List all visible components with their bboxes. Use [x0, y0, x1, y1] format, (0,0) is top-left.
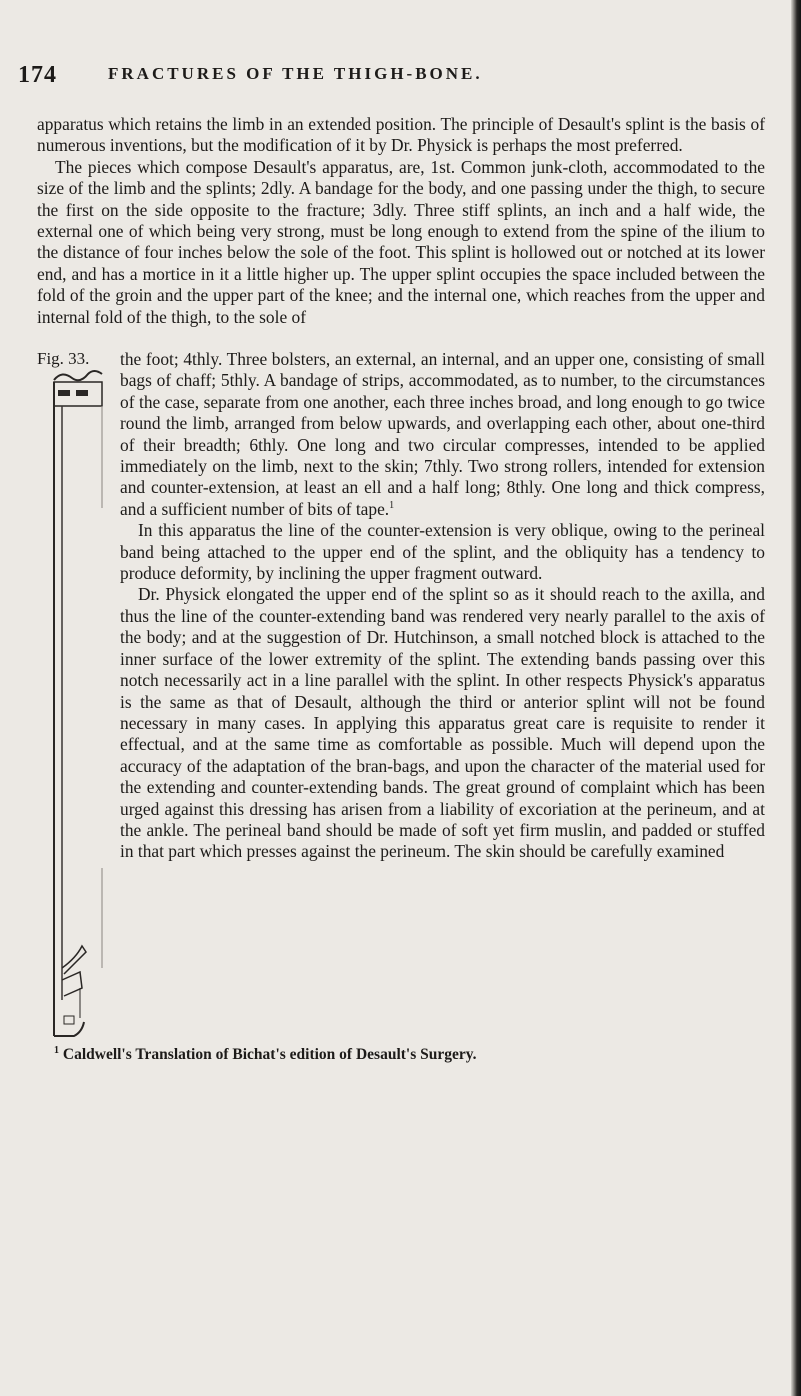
body-text-wrapped	[120, 349, 765, 863]
paragraph-2-continued	[120, 349, 765, 520]
footnote	[54, 1045, 765, 1065]
paragraph-2-text: the foot; 4thly. Three bolsters, an external, an internal, and an upper one, consisting of small bags of chaff; 5thly. A bandage of strips, accommodated, as to number, to the circumstances of the case, separate from one another, each three inches broad, and long enough to go twice round the limb, arranged from below upwards, and overlapping each other, about one-third of their breadth; 6thly. One long and two circular compresses, intended to be applied immediately on the limb, next to the skin; 7thly. Two strong rollers, intended for extension and counter-extension, at least an ell and a half long; 8thly. One long and thick compress, and a sufficient number of bits of tape.	[120, 349, 765, 519]
page-edge	[791, 0, 801, 1396]
footnote-text: Caldwell's Translation of Bichat's edition of Desault's Surgery.	[62, 1046, 477, 1063]
running-title: FRACTURES OF THE THIGH-BONE.	[108, 64, 483, 83]
splint-illustration	[52, 368, 118, 1048]
paragraph-2-start: The pieces which compose Desault's apparatus, are, 1st. Common junk-cloth, accommodated to the size of the limb and the splints; 2dly. A bandage for the body, and one passing under the thigh, to secure the first on the side opposite to the fracture; 3dly. Three stiff splints, an inch and a half wide, the external one of which being very strong, must be long enough to extend from the spine of the ilium to the distance of four inches below the sole of the foot. This splint is hollowed out or notched at its lower end, and has a mortice in it a little higher up. The upper splint occupies the space included between the fold of the groin and the upper part of the knee; and the internal one, which reaches from the upper and internal fold of the thigh, to the sole of	[37, 156, 765, 327]
paragraph-1: apparatus which retains the limb in an extended position. The principle of Desault's splint is the basis of numerous inventions, but the modification of it by Dr. Physick is perhaps the most preferred.	[37, 114, 765, 156]
footnote-marker: 1	[389, 500, 395, 512]
body-text-upper	[37, 114, 765, 328]
footnote-number: 1	[54, 1044, 59, 1056]
figure-label: Fig. 33.	[37, 349, 90, 368]
page-number: 174	[18, 62, 57, 88]
paragraph-4: Dr. Physick elongated the upper end of the splint so as it should reach to the axilla, and thus the line of the counter-extending band was rendered very nearly parallel to the axis of the body; and at the suggestion of Dr. Hutchinson, a small notched block is attached to the inner surface of the lower extremity of the splint. The extending bands passing over this notch necessarily act in a line parallel with the splint. In other respects Physick's apparatus is the same as that of Desault, although the third or anterior splint will not be found necessary in many cases. In applying this apparatus great care is requisite to render it effectual, and at the same time as comfortable as possible. Much will depend upon the accuracy of the adaptation of the bran-bags, and upon the character of the material used for the extending and counter-extending bands. The great ground of complaint which has been urged against this dressing has arisen from a liability of excoriation at the perineum, and at the ankle. The perineal band should be made of soft yet firm muslin, and padded or stuffed in that part which presses against the perineum. The skin should be carefully examined	[120, 584, 765, 862]
paragraph-3: In this apparatus the line of the counter-extension is very oblique, owing to the perineal band being attached to the upper end of the splint, and the obliquity has a tendency to produce deformity, by inclining the upper fragment outward.	[120, 520, 765, 584]
splint-figure	[52, 368, 118, 1048]
page-header	[18, 62, 778, 88]
